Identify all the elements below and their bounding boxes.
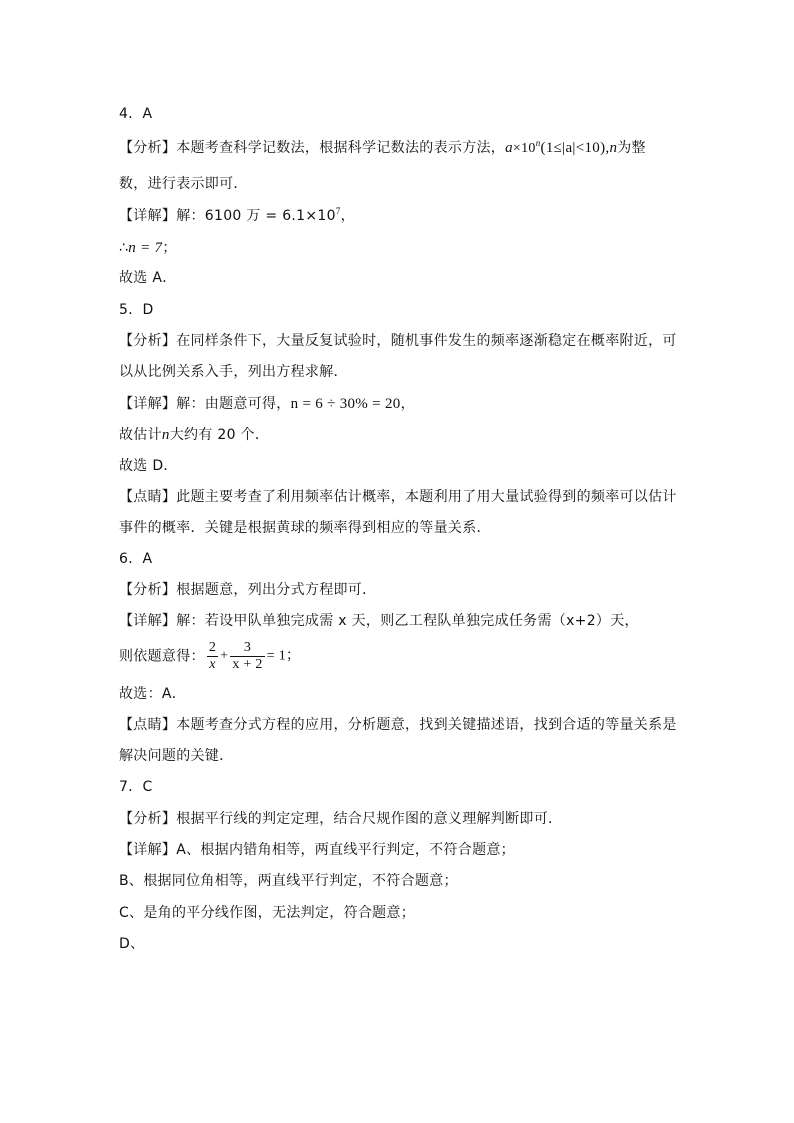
q4-detail-text-1: 解：6100 万 = 6.1×10 — [176, 208, 336, 224]
q5-detail-line-1: 【详解】解：由题意可得，n = 6 ÷ 30% = 20， — [119, 396, 415, 412]
q5-comment-tag: 【点睛】 — [119, 489, 177, 505]
q5-detail-formula: n = 6 ÷ 30% = 20 — [290, 396, 401, 412]
q4-formula-n: n — [535, 138, 541, 148]
q4-choose: 故选 A． — [119, 270, 177, 286]
q6-choose: 故选：A． — [119, 686, 187, 702]
q5-estimate: 故估计n大约有 20 个． — [119, 427, 270, 443]
q5-analysis-line-2: 以从比例关系入手，列出方程求解． — [119, 364, 348, 380]
q4-analysis-line-2: 数，进行表示即可． — [119, 176, 248, 192]
q6-analysis-tag: 【分析】 — [119, 582, 177, 598]
q4-formula-times10: ×10 — [512, 141, 536, 156]
q5-choose: 故选 D． — [119, 458, 178, 474]
q7-detail-tag: 【详解】 — [119, 842, 177, 858]
q6-analysis-line-1: 【分析】根据题意，列出分式方程即可． — [119, 582, 377, 598]
q5-analysis-tag: 【分析】 — [119, 333, 177, 349]
q6-equation: 则依题意得： $\frac{2}{x}$ + $\frac{3}{x + 2}$ = 1； — [119, 640, 301, 672]
q4-analysis-tag: 【分析】 — [119, 140, 177, 156]
q4-analysis-text-1: 本题考查科学记数法，根据科学记数法的表示方法， — [176, 140, 506, 156]
q6-comment-line-1: 【点睛】本题考查分式方程的应用，分析题意，找到关键描述语，找到合适的等量关系是 — [119, 717, 677, 733]
q7-detail-option-d: D、 — [119, 936, 145, 952]
q7-detail-option-a: 【详解】A、根据内错角相等，两直线平行判定，不符合题意； — [119, 842, 515, 858]
q4-detail-line-1: 【详解】解：6100 万 = $6.1\times 10^7$， — [119, 206, 355, 224]
q4-formula-range: (1≤|a|<10) — [540, 140, 606, 156]
q5-comment-line-2: 事件的概率．关键是根据黄球的频率得到相应的等量关系． — [119, 520, 491, 536]
q6-detail-line-1: 【详解】解：若设甲队单独完成需 x 天，则乙工程队单独完成任务需（x+2）天， — [119, 613, 639, 629]
q4-n-equals: n = 7 — [128, 240, 163, 256]
q7-analysis-line-1: 【分析】根据平行线的判定定理，结合尺规作图的意义理解判断即可． — [119, 811, 563, 827]
q6-fraction-1: $\frac{2}{x}$ — [208, 640, 217, 672]
q5-comment-line-1: 【点睛】此题主要考查了利用频率估计概率，本题利用了用大量试验得到的频率可以估计 — [119, 489, 677, 505]
q4-detail-tag: 【详解】 — [119, 208, 177, 224]
q7-detail-option-b: B、根据同位角相等，两直线平行判定，不符合题意； — [119, 873, 458, 889]
q4-formula-a: a — [505, 140, 513, 156]
q5-answer: 5．D — [119, 302, 154, 318]
q7-answer: 7．C — [119, 779, 153, 795]
q6-fraction-2: $\frac{3}{x + 2}$ — [232, 640, 263, 672]
q5-detail-tag: 【详解】 — [119, 396, 177, 412]
q4-detail-line-2: ∴n = 7； — [119, 240, 177, 256]
q4-detail-exponent: 7 — [335, 206, 341, 216]
q7-analysis-tag: 【分析】 — [119, 811, 177, 827]
q4-analysis-text-2: 为整 — [617, 140, 646, 156]
q4-answer: 4．A — [119, 106, 153, 122]
q4-formula-tail: ,n — [605, 140, 618, 156]
q4-analysis-line-1 — [119, 138, 646, 159]
q7-detail-option-c: C、是角的平分线作图，无法判定，符合题意； — [119, 905, 416, 921]
q6-detail-tag: 【详解】 — [119, 613, 177, 629]
q6-comment-line-2: 解决问题的关键． — [119, 748, 234, 764]
q6-comment-tag: 【点睛】 — [119, 717, 177, 733]
q6-answer: 6．A — [119, 551, 153, 567]
q5-analysis-line-1: 【分析】在同样条件下，大量反复试验时，随机事件发生的频率逐渐稳定在概率附近，可 — [119, 333, 677, 349]
